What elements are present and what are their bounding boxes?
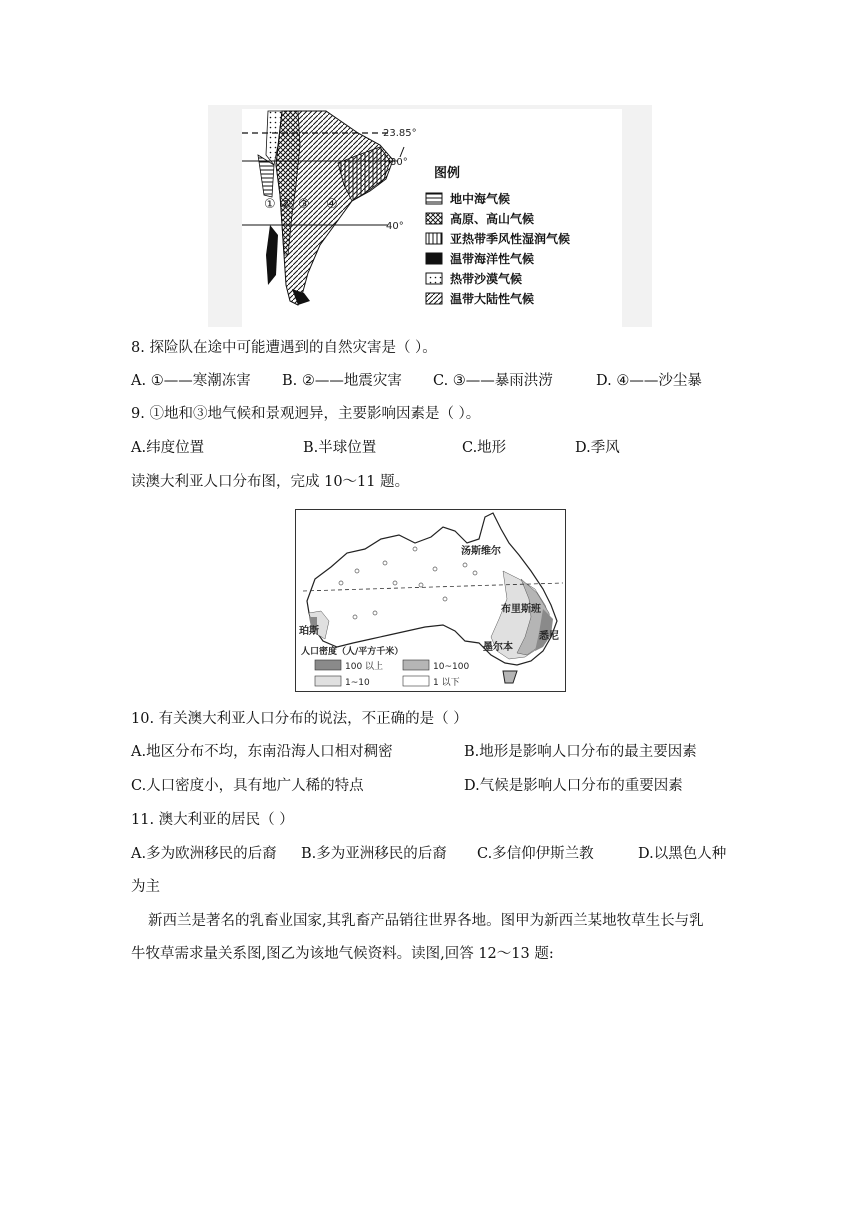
intro-10-11: 读澳大利亚人口分布图，完成 10～11 题。 [131, 474, 410, 490]
question-9-option-d: D.季风 [575, 440, 620, 456]
question-11-option-b: B.多为亚洲移民的后裔 [301, 846, 447, 862]
svg-text:高原、高山气候: 高原、高山气候 [450, 212, 535, 226]
density-legend-10-100 [403, 660, 469, 672]
question-11-continuation: 为主 [131, 879, 160, 895]
svg-text:1 以下: 1 以下 [433, 678, 460, 688]
marker-3: ③ [298, 197, 310, 212]
question-9-stem: 9. ①地和③地气候和景观迥异，主要影响因素是（ ）。 [131, 406, 481, 422]
svg-text:温带大陆性气候: 温带大陆性气候 [450, 292, 535, 306]
south-america-climate-map [208, 105, 652, 327]
legend-item-temperate-continental [426, 291, 534, 306]
legend-title: 图例 [434, 166, 461, 181]
svg-text:100 以上: 100 以上 [345, 662, 384, 672]
question-11-option-c: C.多信仰伊斯兰教 [477, 846, 594, 862]
question-9-option-c: C.地形 [462, 440, 507, 456]
marker-2: ② [280, 197, 292, 212]
svg-text:热带沙漠气候: 热带沙漠气候 [450, 272, 523, 286]
city-sydney: 悉尼 [539, 631, 559, 642]
intro-12-13-line1: 新西兰是著名的乳畜业国家,其乳畜产品销往世界各地。图甲为新西兰某地牧草生长与乳 [148, 913, 704, 929]
question-9-option-a: A.纬度位置 [131, 440, 205, 456]
svg-text:地中海气候: 地中海气候 [450, 192, 511, 206]
question-8-option-d: D. ④——沙尘暴 [596, 373, 702, 389]
question-9-option-b: B.半球位置 [303, 440, 377, 456]
legend-item-mediterranean [426, 191, 510, 206]
lat-label-30: 30° [390, 157, 408, 168]
question-10-option-a: A.地区分布不均，东南沿海人口相对稠密 [131, 744, 393, 760]
svg-text:温带海洋性气候: 温带海洋性气候 [450, 252, 535, 266]
lat-label-40: 40° [386, 221, 404, 232]
question-11-option-a: A.多为欧洲移民的后裔 [131, 846, 277, 862]
density-legend-100plus [315, 660, 383, 672]
svg-text:1~10: 1~10 [345, 678, 370, 688]
marker-1: ① [264, 197, 276, 212]
question-10-option-b: B.地形是影响人口分布的最主要因素 [464, 744, 697, 760]
question-8-option-c: C. ③——暴雨洪涝 [433, 373, 553, 389]
question-10-option-d: D.气候是影响人口分布的重要因素 [464, 778, 683, 794]
density-legend-title: 人口密度（人/平方千米） [301, 647, 404, 657]
intro-12-13-line2: 牛牧草需求量关系图,图乙为该地气候资料。读图,回答 12～13 题: [131, 946, 554, 962]
legend-item-tropical-desert [426, 271, 522, 286]
city-townsville: 汤斯维尔 [461, 546, 501, 557]
legend-item-highland [426, 211, 534, 226]
question-10-stem: 10. 有关澳大利亚人口分布的说法，不正确的是（ ） [131, 711, 468, 727]
question-11-option-d: D.以黑色人种 [638, 846, 727, 862]
marker-4: ④ [326, 197, 338, 212]
question-8-option-a: A. ①——寒潮冻害 [131, 373, 251, 389]
question-11-stem: 11. 澳大利亚的居民（ ） [131, 812, 294, 828]
question-8-stem: 8. 探险队在途中可能遭遇到的自然灾害是（ ）。 [131, 340, 437, 356]
svg-text:10~100: 10~100 [433, 662, 470, 672]
question-8-option-b: B. ②——地震灾害 [282, 373, 402, 389]
city-melbourne: 墨尔本 [483, 642, 513, 653]
question-10-option-c: C.人口密度小，具有地广人稀的特点 [131, 778, 364, 794]
city-perth: 珀斯 [299, 626, 319, 637]
city-brisbane: 布里斯班 [501, 604, 541, 615]
australia-population-map [295, 509, 566, 692]
svg-text:亚热带季风性湿润气候: 亚热带季风性湿润气候 [450, 232, 571, 246]
lat-label-23: 23.85° [383, 128, 417, 139]
legend-item-temperate-maritime [426, 251, 534, 266]
